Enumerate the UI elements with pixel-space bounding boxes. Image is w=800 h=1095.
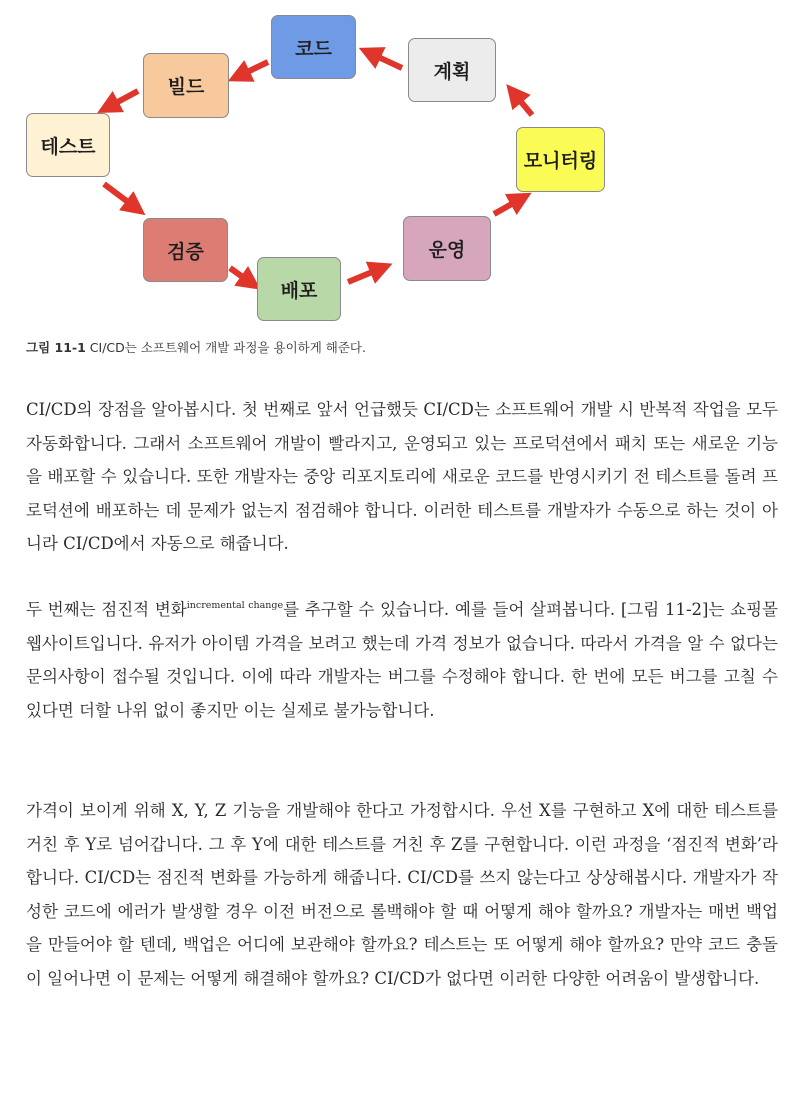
arrow-operate-to-monitor: [494, 201, 517, 214]
node-code: 코드: [271, 15, 356, 79]
node-verify: 검증: [143, 218, 228, 282]
arrow-monitor-to-plan: [517, 97, 532, 115]
figure-caption: [26, 338, 366, 356]
body-paragraph-1: CI/CD의 장점을 알아봅시다. 첫 번째로 앞서 언급했듯 CI/CD는 소프트웨어 개발 시 반복적 작업을 모두 자동화합니다. 그래서 소프트웨어 개발이 빨라지고, 운영되고 있는 프로덕션에서 패치 또는 새로운 기능을 배포할 수 있습니다. 또한 개발자는 중앙 리포지토리에 새로운 코드를 반영시키기 전 테스트를 돌려 프로덕션에 배포하는 데 문제가 없는지 점검해야 합니다. 이러한 테스트를 개발자가 수동으로 하는 것이 아니라 CI/CD에서 자동으로 해줍니다.: [26, 400, 778, 553]
body-paragraph-2: [26, 593, 778, 727]
node-monitor: 모니터링: [516, 127, 605, 192]
cycle-arrows: [0, 0, 800, 335]
english-term-superscript: incremental change: [186, 600, 284, 611]
arrow-test-to-verify: [104, 184, 132, 205]
node-build: 빌드: [143, 53, 229, 118]
arrow-code-to-build: [243, 62, 268, 74]
arrow-plan-to-code: [374, 55, 402, 68]
paragraph-2-lead: 두 번째는 점진적 변화: [26, 600, 187, 619]
figure-caption-text: CI/CD는 소프트웨어 개발 과정을 용이하게 해준다.: [89, 340, 366, 355]
figure-caption-label: 그림 11-1: [26, 340, 86, 355]
node-plan: 계획: [408, 38, 496, 102]
cicd-cycle-diagram: [0, 0, 800, 335]
body-paragraph-3: 가격이 보이게 위해 X, Y, Z 기능을 개발해야 한다고 가정합시다. 우선 X를 구현하고 X에 대한 테스트를 거친 후 Y로 넘어갑니다. 그 후 Y에 대한 테스트를 거친 후 Z를 구현합니다. 이런 과정을 ‘점진적 변화’라 합니다. CI/CD는 점진적 변화를 가능하게 해줍니다. CI/CD를 쓰지 않는다고 상상해봅시다. 개발자가 작성한 코드에 에러가 발생할 경우 이전 버전으로 롤백해야 할 때 어떻게 해야 할까요? 개발자는 매번 백업을 만들어야 할 텐데, 백업은 어디에 보관해야 할까요? 테스트는 또 어떻게 해야 할까요? 만약 코드 충돌이 일어나면 이 문제는 어떻게 해결해야 할까요? CI/CD가 없다면 이러한 다양한 어려움이 발생합니다.: [26, 801, 778, 988]
arrow-build-to-test: [112, 91, 138, 105]
arrow-deploy-to-operate: [348, 270, 377, 282]
arrow-verify-to-deploy: [230, 268, 247, 280]
paragraph-2-rest: 를 추구할 수 있습니다. 예를 들어 살펴봅니다. [그림 11-2]는 쇼핑몰 웹사이트입니다. 유저가 아이템 가격을 보려고 했는데 가격 정보가 없습니다. 따라서 가격을 알 수 없다는 문의사항이 접수될 것입니다. 이에 따라 개발자는 버그를 수정해야 합니다. 한 번에 모든 버그를 고칠 수 있다면 더할 나위 없이 좋지만 이는 실제로 불가능합니다.: [26, 600, 778, 720]
node-test: 테스트: [26, 113, 110, 177]
node-deploy: 배포: [257, 257, 341, 321]
node-operate: 운영: [403, 216, 491, 281]
